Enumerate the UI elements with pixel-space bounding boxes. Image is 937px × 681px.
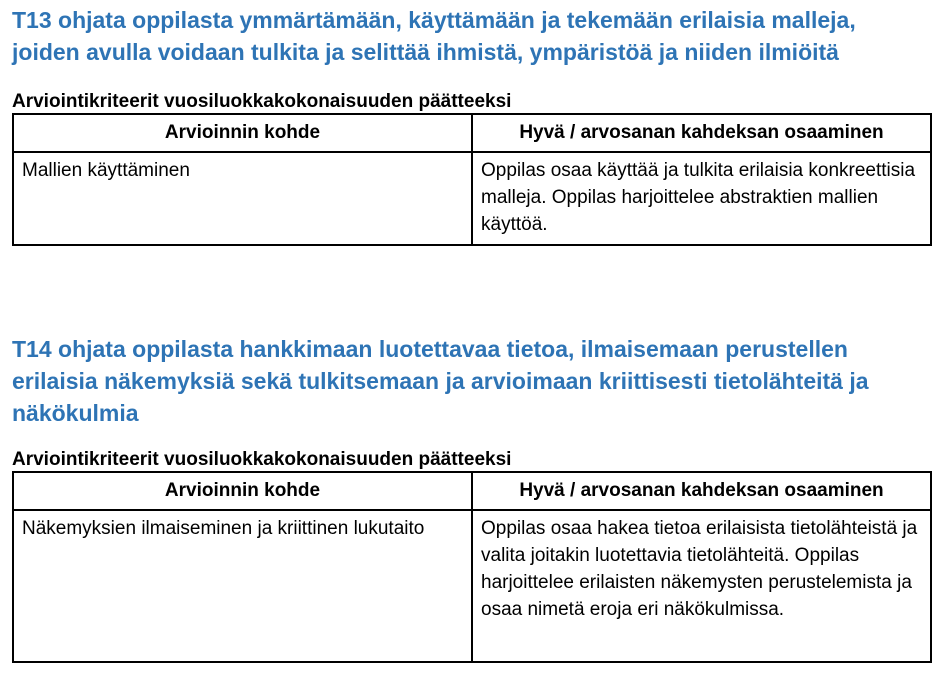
table-cell-criteria: Oppilas osaa käyttää ja tulkita erilaisia konkreettisia malleja. Oppilas harjoittelee abstraktien mallien käyttöä. — [472, 152, 931, 245]
table-header-row — [13, 114, 931, 152]
column-header-grade-eight-competence: Hyvä / arvosanan kahdeksan osaaminen — [472, 114, 931, 152]
column-header-grade-eight-competence: Hyvä / arvosanan kahdeksan osaaminen — [472, 472, 931, 510]
criteria-table — [12, 471, 932, 663]
goal-heading: T14 ohjata oppilasta hankkimaan luotettavaa tietoa, ilmaisemaan perustellen erilaisia näkemyksiä sekä tulkitsemaan ja arvioimaan kriittisesti tietolähteitä ja näkökulmia — [12, 336, 869, 426]
table-row — [13, 152, 931, 245]
table-cell-criteria: Oppilas osaa hakea tietoa erilaisista tietolähteistä ja valita joitakin luotettavia tietolähteitä. Oppilas harjoittelee erilaisten näkemysten perustelemista ja osaa nimetä eroja eri näkökulmissa. — [472, 510, 931, 662]
criteria-title: Arviointikriteerit vuosiluokkakokonaisuuden päätteeksi — [12, 91, 512, 112]
criteria-table — [12, 113, 932, 246]
table-cell-target: Mallien käyttäminen — [13, 152, 472, 245]
table-cell-target: Näkemyksien ilmaiseminen ja kriittinen lukutaito — [13, 510, 472, 662]
goal-section-t14 — [12, 333, 930, 663]
criteria-title: Arviointikriteerit vuosiluokkakokonaisuuden päätteeksi — [12, 449, 512, 470]
column-header-assessment-target: Arvioinnin kohde — [13, 472, 472, 510]
column-header-assessment-target: Arvioinnin kohde — [13, 114, 472, 152]
table-header-row — [13, 472, 931, 510]
goal-section-t13 — [12, 4, 930, 246]
goal-heading: T13 ohjata oppilasta ymmärtämään, käyttämään ja tekemään erilaisia malleja, joiden avulla voidaan tulkita ja selittää ihmistä, ympäristöä ja niiden ilmiöitä — [12, 7, 856, 65]
table-row — [13, 510, 931, 662]
